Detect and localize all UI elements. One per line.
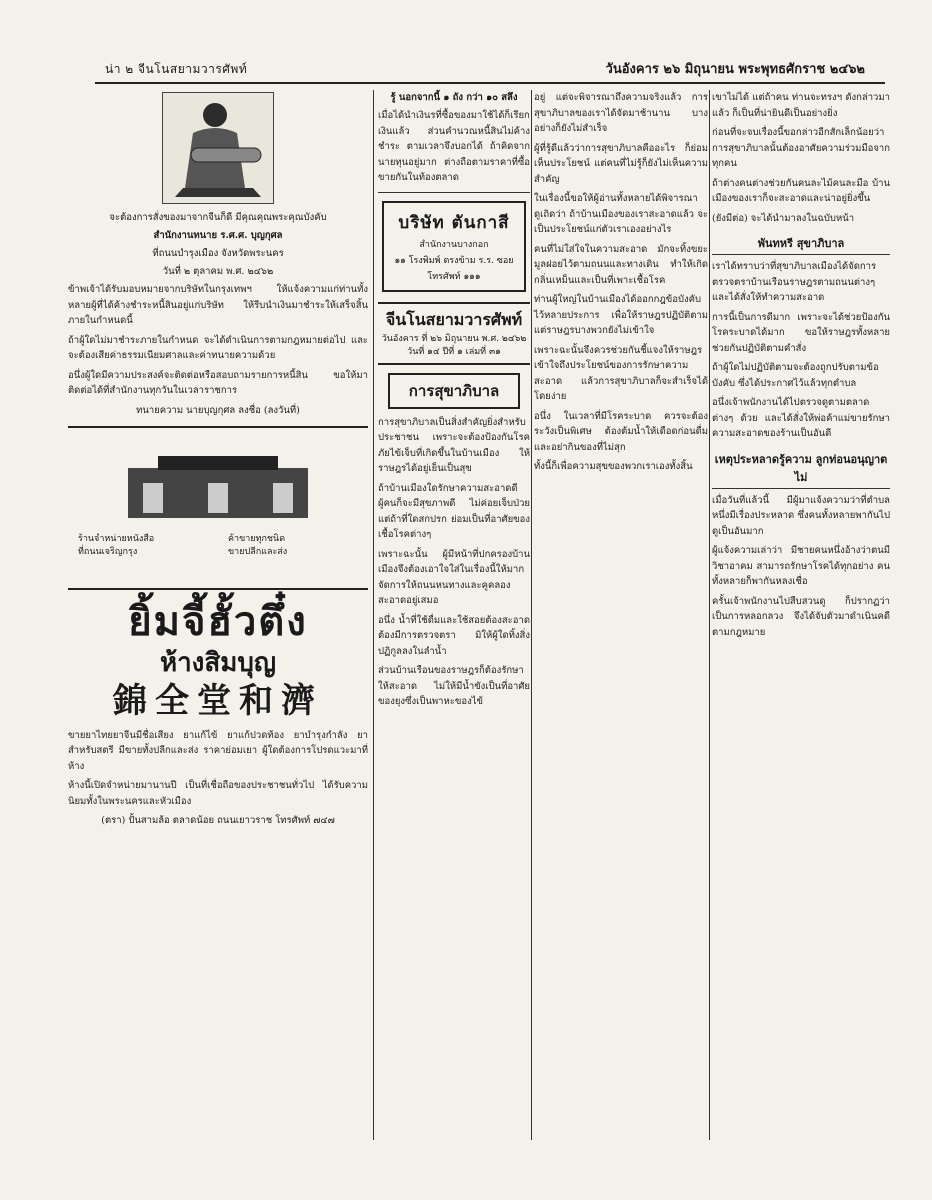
shop-line: ขายปลีกและส่ง [228,546,288,557]
intro-line: รู้ นอกจากนี้ ๑ ถัง กว่า ๑๐ สลึง [390,92,518,103]
notice-paragraph: ข้าพเจ้าได้รับมอบหมายจากบริษัทในกรุงเทพฯ ให้แจ้งความแก่ท่านทั้งหลายผู้ที่ได้ค้างชำระหนี้สินอยู่แก่บริษัท ให้รีบนำเงินมาชำระให้เสร็จสิ้นภายในกำหนดนี้ [68,284,368,326]
masthead [378,302,530,365]
shop-line: ร้านจำหน่ายหนังสือ [78,533,155,544]
shop-line: ค้าขายทุกชนิด [228,533,286,544]
article-paragraph: ทั้งนี้ก็เพื่อความสุขของพวกเราเองทั้งสิ้น [534,461,693,472]
divider [378,192,530,193]
article-paragraph: ถ้าบ้านเมืองใดรักษาความสะอาดดี ผู้คนก็จะมีสุขภาพดี ไม่ค่อยเจ็บป่วย แต่ถ้าที่ใดสกปรก ย่อมเป็นที่อาศัยของเชื้อโรคต่างๆ [378,482,530,540]
ad-signature: (ตรา) ปั้นสามล้อ ตลาดน้อย ถนนเยาวราช โทรศัพท์ ๗๔๗ [101,815,335,826]
paper-issue: วันที่ ๑๔ ปีที่ ๑ เล่มที่ ๓๑ [407,346,501,357]
column-divider [709,90,710,1140]
article-paragraph: การนี้เป็นการดีมาก เพราะจะได้ช่วยป้องกันโรคระบาดได้มาก ขอให้ราษฎรทั้งหลายช่วยกันปฏิบัติตามคำสั่ง [712,311,890,354]
company-address: ๑๑ โรงพิมพ์ ตรงข้าม ร.ร. ซอย [394,255,514,266]
company-address-2: โทรศัพท์ ๑๑๑ [427,271,481,282]
company-box [382,201,526,292]
header-date: วันอังคาร ๒๖ มิถุนายน พระพุทธศักราช ๒๔๖๒ [605,62,865,77]
page-header [95,52,865,82]
header-rule [95,82,885,84]
column-2 [378,90,530,714]
ad-shop-name: ห้างสิมบุญ [159,647,277,678]
article-paragraph: ผู้แจ้งความเล่าว่า มีชายคนหนึ่งอ้างว่าตนมีวิชาอาคม สามารถรักษาโรคได้ทุกอย่าง คนทั้งหลายก็พากันหลงเชื่อ [712,545,890,587]
shop-advert [68,426,368,590]
article-paragraph: อยู่ แต่จะพิจารณาถึงความจริงแล้ว การสุขาภิบาลของเราได้จัดมาช้านาน บางอย่างก็ยังไม่สำเร็จ [534,92,708,134]
article-paragraph: (ยังมีต่อ) จะได้นำมาลงในฉบับหน้า [712,212,855,224]
article-paragraph: คนที่ไม่ใส่ใจในความสะอาด มักจะทิ้งขยะมูลฝอยไว้ตามถนนและทางเดิน ทำให้เกิดกลิ่นเหม็นและเป็นที่เพาะเชื้อโรค [534,243,708,286]
ad-chinese-name: 錦全堂和濟 [113,680,323,721]
illustration-caption: จะต้องการสั่งของมาจากจีนก็ดี มีคุณคุณพระคุณบังคับ [109,212,327,223]
article-paragraph: ครั้นเจ้าพนักงานไปสืบสวนดู ก็ปรากฏว่าเป็นการหลอกลวง จึงได้จับตัวมาดำเนินคดีตามกฎหมาย [712,595,890,638]
column-1 [68,90,368,838]
ad-paragraph: ห้างนี้เปิดจำหน่ายมานานปี เป็นที่เชื่อถือของประชาชนทั่วไป ได้รับความนิยมทั้งในพระนครและหัวเมือง [68,780,368,807]
notice-paragraph: อนึ่งผู้ใดมีความประสงค์จะติดต่อหรือสอบถามรายการหนี้สิน ขอให้มาติดต่อได้ที่สำนักงานทุกวันในเวลาราชการ [68,369,368,396]
paper-title: จีนโนสยามวารศัพท์ [385,309,523,329]
paper-date: วันอังคาร ที่ ๒๖ มิถุนายน พ.ศ. ๒๔๖๒ [381,333,527,344]
article-paragraph: อนึ่ง น้ำที่ใช้ดื่มและใช้สอยต้องสะอาด ต้องมีการตรวจตรา มิให้ผู้ใดทิ้งสิ่งปฏิกูลลงในลำน้ำ [378,614,530,657]
article-paragraph: การสุขาภิบาลเป็นสิ่งสำคัญยิ่งสำหรับประชาชน เพราะจะต้องป้องกันโรคภัยไข้เจ็บที่เกิดขึ้นในบ้านเมือง ให้ราษฎรได้อยู่เย็นเป็นสุข [378,416,530,474]
woman-figure-icon [163,93,273,203]
woman-illustration [162,92,274,204]
article-paragraph: ถ้าต่างคนต่างช่วยกันคนละไม้คนละมือ บ้านเมืองของเราก็จะสะอาดและน่าอยู่ยิ่งขึ้น [712,177,890,204]
column-divider [373,90,374,1140]
notice-signoff: ทนายความ นายบุญกุศล ลงชื่อ (ลงวันที่) [136,404,300,416]
ad-headline: ยิ้มจี้ฮั้วตึ๋ง [128,597,308,645]
article-paragraph: อนึ่งเจ้าพนักงานได้ไปตรวจดูตามตลาดต่างๆ ด้วย และได้สั่งให้พ่อค้าแม่ขายรักษาความสะอาดของร้านเป็นอันดี [712,397,890,439]
article-paragraph: อนึ่ง ในเวลาที่มีโรคระบาด ควรจะต้องระวังเป็นพิเศษ ต้องต้มน้ำให้เดือดก่อนดื่ม และอย่ากินของที่ไม่สุก [534,410,708,453]
article-paragraph: เพราะฉะนั้นจึงควรช่วยกันชี้แจงให้ราษฎรเข้าใจถึงประโยชน์ของการรักษาความสะอาด แล้วการสุขาภิบาลก็จะสำเร็จได้โดยง่าย [534,344,708,402]
company-title: บริษัท ตันกาสี [398,212,510,233]
article-paragraph: ในเรื่องนี้ขอให้ผู้อ่านทั้งหลายได้พิจารณาดูเถิดว่า ถ้าบ้านเมืองของเราสะอาดแล้ว จะเป็นประโยชน์แก่ตัวเราเองอย่างไร [534,193,708,235]
article-paragraph: ท่านผู้ใหญ่ในบ้านเมืองได้ออกกฎข้อบังคับไว้หลายประการ เพื่อให้ราษฎรปฏิบัติตาม แต่ราษฎรบางพวกยังไม่เข้าใจ [534,294,708,336]
article-paragraph: เขาไม่ได้ แต่ถ้าคน ท่านจะทรงฯ ดังกล่าวมาแล้ว ก็เป็นที่น่ายินดีเป็นอย่างยิ่ง [712,92,890,119]
column-divider [531,90,532,1140]
header-page-label: น่า ๒ จีนโนสยามวารศัพท์ [105,62,248,76]
intro-paragraph: เมื่อได้นำเงินรที่ซื้อของมาใช้ได้ก็เรียกเงินแล้ว ส่วนคำนวณหนี้สินไม่ค้างชำระ ตามเวลาจึงบอกได้ ถ้าคิดจากนายทุนอยู่มาก ต่างถือตามราคาที่ซื้อขายกันในท้องตลาด [378,110,530,183]
article-paragraph: เมื่อวันที่แล้วนี้ มีผู้มาแจ้งความว่าที่ตำบลหนึ่งมีเรื่องประหลาด ซึ่งคนทั้งหลายพากันไปดูเป็นอันมาก [712,494,890,537]
article-paragraph: ส่วนบ้านเรือนของราษฎรก็ต้องรักษาให้สะอาด ไม่ให้มีน้ำขังเป็นที่อาศัยของยุงซึ่งเป็นพาหะของไข้ [378,665,530,707]
notice-address: ที่ถนนบำรุงเมือง จังหวัดพระนคร [152,248,284,259]
company-sub: สำนักงานบางกอก [419,239,489,250]
article-paragraph: เราได้ทราบว่าที่สุขาภิบาลเมืองได้จัดการตรวจตราบ้านเรือนราษฎรตามถนนต่างๆ และได้สั่งให้ทำความสะอาด [712,261,877,303]
shop-building-icon [68,448,368,528]
notice-date: วันที่ ๒ ตุลาคม พ.ศ. ๒๔๖๒ [162,266,274,277]
ad-paragraph: ขายยาไทยยาจีนมีชื่อเสียง ยาแก้ไข้ ยาแก้ปวดท้อง ยาบำรุงกำลัง ยาสำหรับสตรี มีขายทั้งปลีกและส่ง ราคาย่อมเยา ผู้ใดต้องการโปรดแวะมาที่ห้าง [68,729,368,772]
article-paragraph: ผู้ที่รู้ดีแล้วว่าการสุขาภิบาลคืออะไร ก็ย่อมเห็นประโยชน์ แต่คนที่ไม่รู้ก็ยังไม่เห็นความสำคัญ [534,142,708,185]
article-paragraph: ถ้าผู้ใดไม่ปฏิบัติตามจะต้องถูกปรับตามข้อบังคับ ซึ่งได้ประกาศไว้แล้วทุกตำบล [712,362,879,389]
article-paragraph: ก่อนที่จะจบเรื่องนี้ขอกล่าวอีกสักเล็กน้อยว่า การสุขาภิบาลนั้นต้องอาศัยความร่วมมือจากทุกคน [712,127,891,169]
article-paragraph: เพราะฉะนั้น ผู้มีหน้าที่ปกครองบ้านเมืองจึงต้องเอาใจใส่ในเรื่องนี้ให้มาก จัดการให้ถนนหนทางและคูคลองสะอาดอยู่เสมอ [378,548,530,606]
notice-title: สำนักงานทนาย ร.ศ.ศ. บุญกุศล [153,230,283,241]
pharmacy-advert [68,598,368,722]
article-heading: เหตุประหลาดรู้ความ ลูกท่อนอนุญาตไม่ [712,450,890,489]
column-4 [712,90,890,644]
shop-line: ที่ถนนเจริญกรุง [78,546,138,557]
article-heading: พันทหรี สุขาภิบาล [712,234,890,255]
notice-paragraph: ถ้าผู้ใดไม่มาชำระภายในกำหนด จะได้ดำเนินการตามกฎหมายต่อไป และจะต้องเสียค่าธรรมเนียมศาลและค่าทนายความด้วย [68,334,368,361]
column-3 [534,90,708,479]
section-title: การสุขาภิบาล [388,373,520,409]
